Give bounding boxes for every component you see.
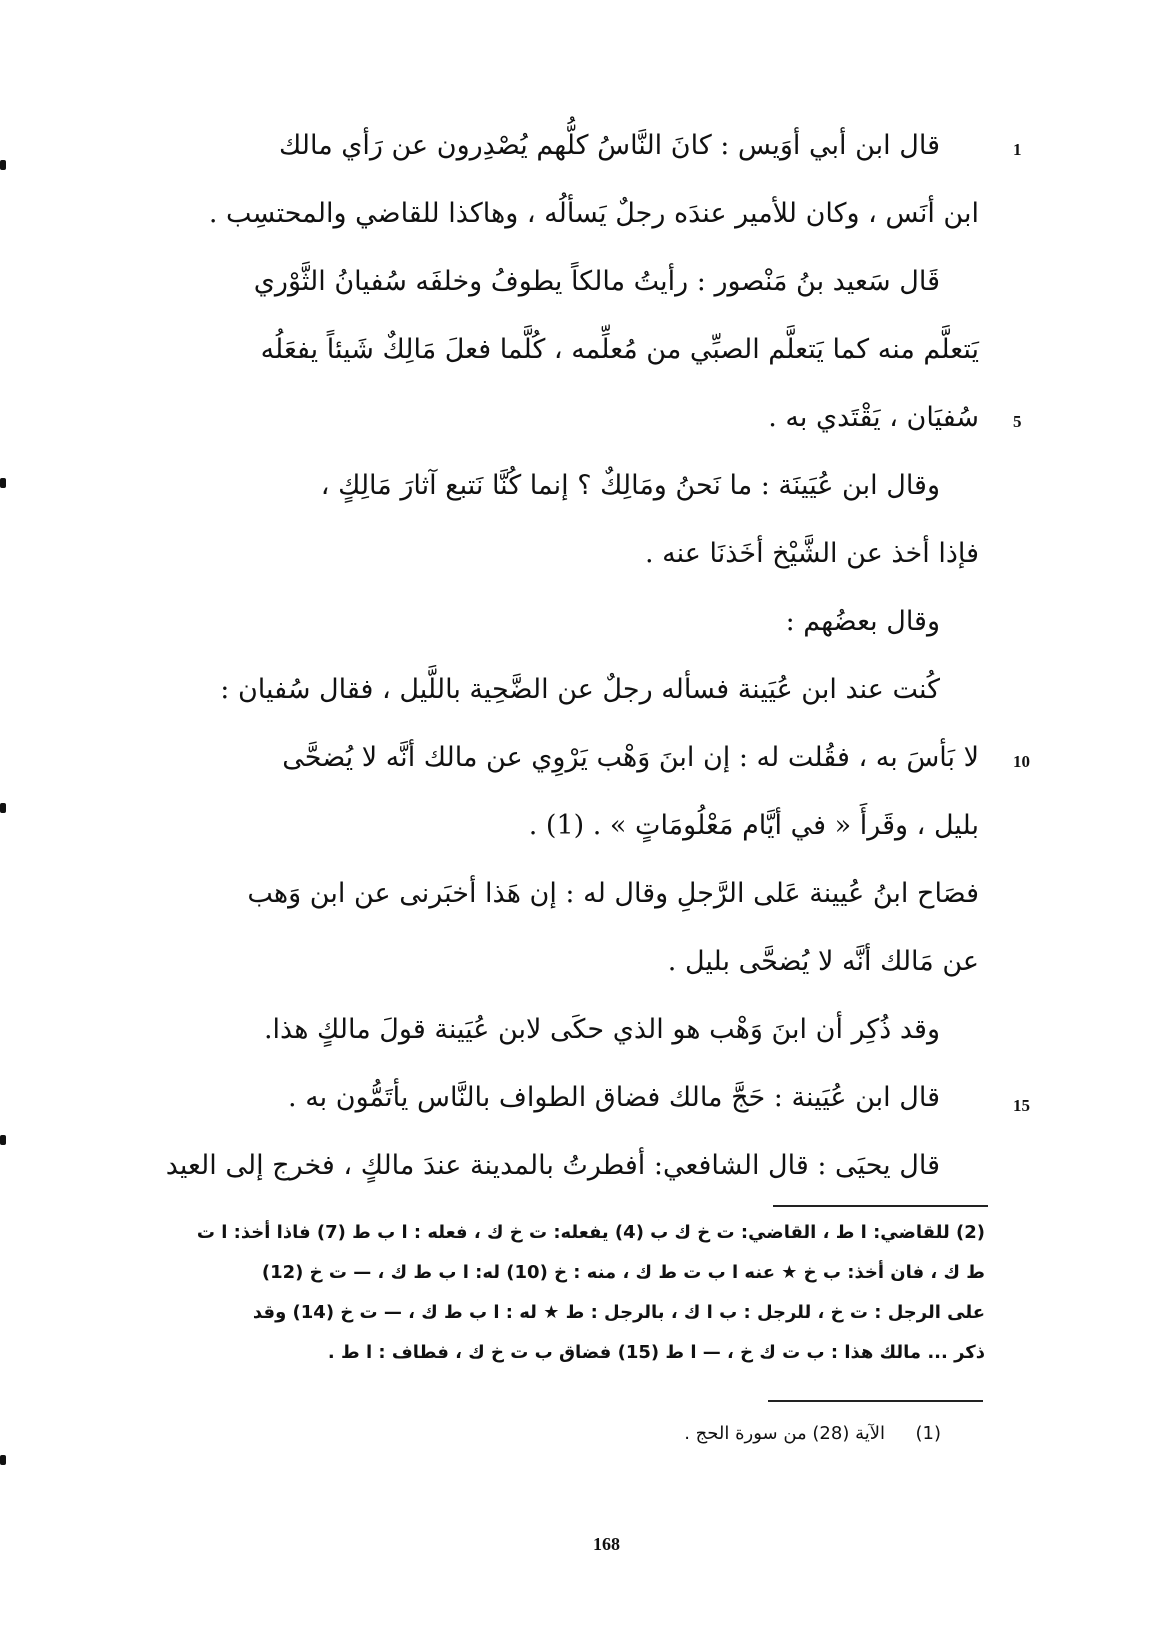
page-number: 168: [593, 1534, 620, 1554]
body-line: وقال ابن عُيَينَة : ما نَحنُ ومَالِكٌ ؟ إنما كُنَّا نَتبع آثارَ مَالِكٍ ،: [320, 470, 940, 501]
variant-line: على الرجل : ت خ ، للرجل : ب ا ك ، بالرجل : ط ★ له : ا ب ط ك ، — ت خ (14) وقد: [252, 1302, 985, 1323]
body-line: فإذا أخذ عن الشَّيْخ أخَذنَا عنه .: [645, 538, 979, 569]
margin-mark: [0, 803, 6, 813]
variant-line: ط ك ، فان أخذ: ب خ ★ عنه ا ب ت ط ك ، منه : خ (10) له: ا ب ط ك ، — ت خ (12): [261, 1262, 985, 1283]
body-line: فصَاح ابنُ عُيينة عَلى الرَّجلِ وقال له : إن هَذا أخبَرنى عن ابن وَهب: [247, 878, 979, 909]
body-line: وقال بعضُهم :: [785, 606, 940, 637]
body-line: قال يحيَى : قال الشافعي: أفطرتُ بالمدينة عندَ مالكٍ ، فخرج إلى العيد: [165, 1150, 940, 1181]
body-line: عن مَالك أنَّه لا يُضحَّى بليل .: [667, 946, 979, 977]
body-line: يَتعلَّم منه كما يَتعلَّم الصبِّي من مُعلِّمه ، كُلَّما فعلَ مَالِكٌ شَيئاً يفعَلُه: [260, 334, 979, 365]
line-number: 10: [1013, 752, 1030, 771]
apparatus-rule: [773, 1205, 988, 1207]
body-line: بليل ، وقَرأَ « في أيَّام مَعْلُومَاتٍ » . (1) .: [528, 810, 979, 841]
variant-line: (2) للقاضي: ا ط ، القاضي: ت خ ك ب (4) يفعله: ت خ ك ، فعله : ا ب ط (7) فاذا أخذ: ا ت: [196, 1222, 985, 1243]
margin-mark: [0, 1455, 6, 1465]
margin-mark: [0, 160, 6, 170]
body-line: وقد ذُكِر أن ابنَ وَهْب هو الذي حكَى لابن عُيَينة قولَ مالكٍ هذا.: [263, 1014, 940, 1045]
body-line: سُفيَان ، يَقْتَدي به .: [768, 402, 979, 433]
body-line: لا بَأسَ به ، فقُلت له : إن ابنَ وَهْب يَرْوِي عن مالك أنَّه لا يُضحَّى: [282, 742, 979, 773]
body-line: ابن أنَس ، وكان للأمير عندَه رجلٌ يَسألُه ، وهاكذا للقاضي والمحتسِب .: [208, 198, 979, 229]
margin-mark: [0, 1135, 6, 1145]
footnote-marker: (1): [915, 1423, 941, 1444]
footnote-rule: [768, 1400, 983, 1402]
variant-line: ذكر ... مالك هذا : ب ت ك خ ، — ا ط (15) فضاق ب ت خ ك ، فطاف : ا ط .: [327, 1342, 985, 1363]
line-number: 5: [1013, 412, 1022, 431]
body-line: قال ابن عُيَينة : حَجَّ مالك فضاق الطواف بالنَّاس يأتَمُّون به .: [288, 1082, 940, 1113]
body-line: قَال سَعيد بنُ مَنْصور : رأيتُ مالكاً يطوفُ وخلفَه سُفيانُ الثَّوْري: [253, 266, 940, 297]
footnote-text: الآية (28) من سورة الحج .: [684, 1423, 885, 1444]
line-number: 15: [1013, 1096, 1030, 1115]
margin-mark: [0, 478, 6, 488]
body-line: قال ابن أبي أوَيس : كانَ النَّاسُ كلُّهم يُصْدِرون عن رَأي مالك: [278, 130, 940, 161]
body-line: كُنت عند ابن عُيَينة فسأله رجلٌ عن الضَّحِية باللَّيل ، فقال سُفيان :: [220, 674, 940, 705]
line-number: 1: [1013, 140, 1022, 159]
